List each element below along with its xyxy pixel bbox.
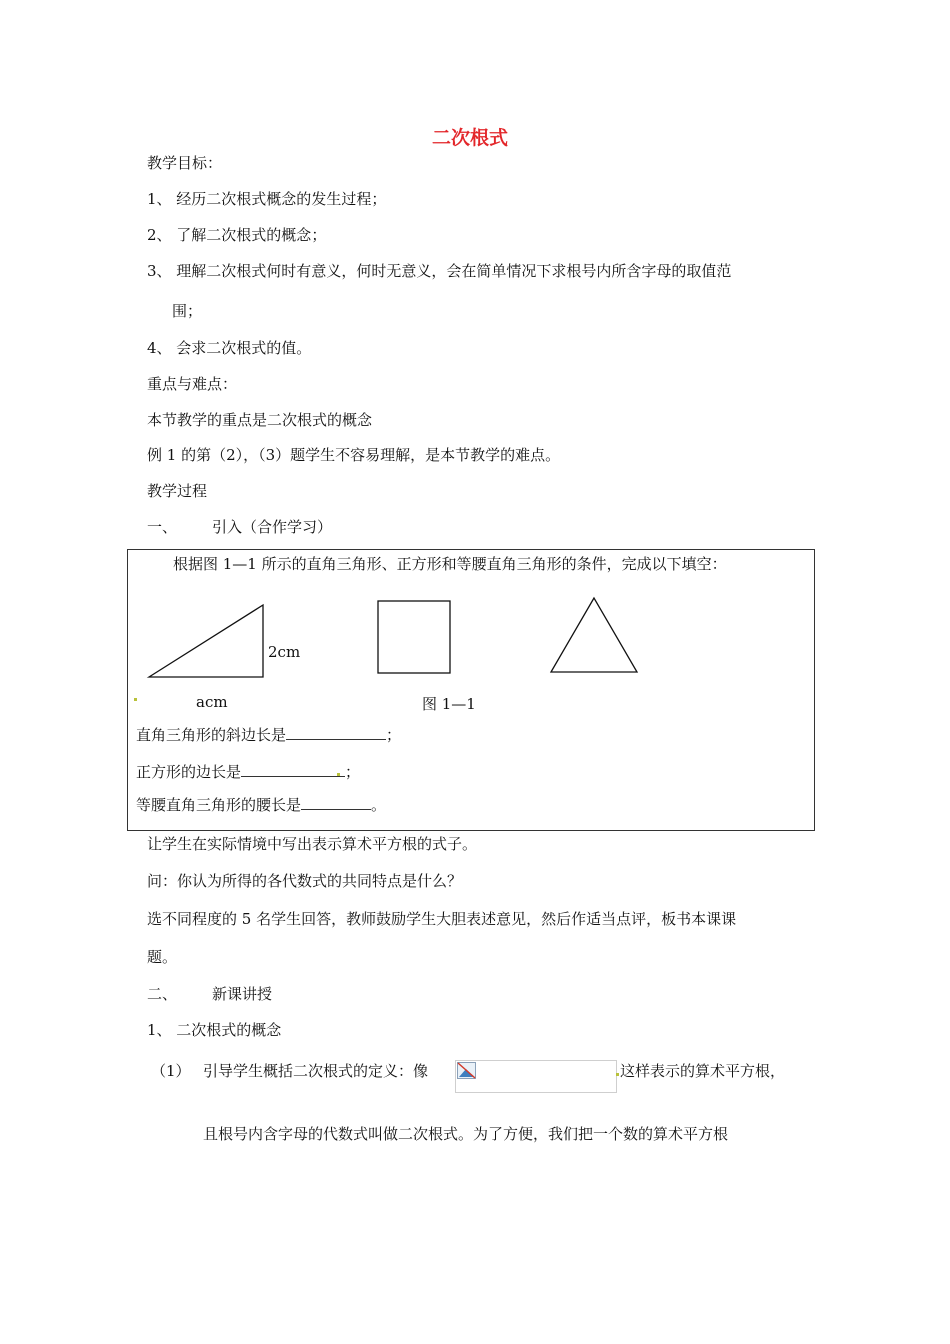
question-2-end: ； (345, 763, 361, 781)
goal-2: 2、 了解二次根式的概念； (147, 226, 327, 244)
difficulty: 例 1 的第（2），（3）题学生不容易理解，是本节教学的难点。 (147, 446, 561, 464)
page-title: 二次根式 (432, 127, 509, 149)
square (378, 601, 450, 673)
question-2-text: 正方形的边长是 (136, 763, 242, 781)
question-3 (136, 795, 386, 815)
formula-image-placeholder (455, 1060, 617, 1093)
right-triangle (149, 605, 263, 677)
question-1-text: 直角三角形的斜边长是 (136, 726, 287, 744)
subsection-1: 1、 二次根式的概念 (147, 1021, 282, 1039)
edit-mark (616, 1073, 619, 1076)
question-3-text: 等腰直角三角形的腰长是 (136, 796, 302, 814)
question-1 (136, 725, 401, 745)
broken-image-icon (457, 1062, 477, 1080)
section1-title: 引入（合作学习） (212, 518, 333, 536)
key-point: 本节教学的重点是二次根式的概念 (147, 411, 373, 429)
square-side-blank[interactable] (241, 762, 345, 777)
goal-3-line1: 3、 理解二次根式何时有意义，何时无意义，会在简单情况下求根号内所含字母的取值范 (147, 262, 732, 280)
section1-number: 一、 (147, 518, 178, 536)
answer-line1: 选不同程度的 5 名学生回答，教师鼓励学生大胆表述意见，然后作适当点评，板书本课课 (147, 910, 737, 928)
hypotenuse-blank[interactable] (286, 725, 386, 740)
isosceles-triangle (551, 598, 637, 672)
answer-line2: 题。 (147, 948, 178, 966)
key-heading: 重点与难点： (147, 375, 238, 393)
discussion-question: 问：你认为所得的各代数式的共同特点是什么？ (147, 872, 463, 890)
section2-number: 二、 (147, 985, 178, 1003)
section2-title: 新课讲授 (212, 985, 273, 1003)
item1-text: 引导学生概括二次根式的定义：像 (203, 1062, 429, 1080)
goal-4: 4、 会求二次根式的值。 (147, 339, 312, 357)
edit-mark (337, 773, 340, 776)
process-heading: 教学过程 (147, 482, 208, 500)
item1-after: 这样表示的算术平方根， (620, 1062, 786, 1080)
question-3-end: 。 (371, 796, 387, 814)
goals-heading: 教学目标： (147, 154, 223, 172)
figure-caption: 图 1—1 (422, 695, 476, 713)
edit-mark (134, 698, 137, 701)
item1-continuation: 且根号内含字母的代数式叫做二次根式。为了方便，我们把一个数的算术平方根 (203, 1125, 729, 1143)
goal-1: 1、 经历二次根式概念的发生过程； (147, 190, 387, 208)
question-1-end: ； (386, 726, 402, 744)
item1-number: （1） (151, 1062, 191, 1080)
goal-3-line2: 围； (172, 302, 203, 320)
box-instruction: 根据图 1—1 所示的直角三角形、正方形和等腰直角三角形的条件，完成以下填空： (173, 555, 727, 573)
question-2 (136, 762, 360, 782)
after-box-text: 让学生在实际情境中写出表示算术平方根的式子。 (147, 835, 478, 853)
label-acm: acm (196, 693, 228, 711)
leg-length-blank[interactable] (301, 795, 371, 810)
label-2cm: 2cm (268, 643, 301, 661)
